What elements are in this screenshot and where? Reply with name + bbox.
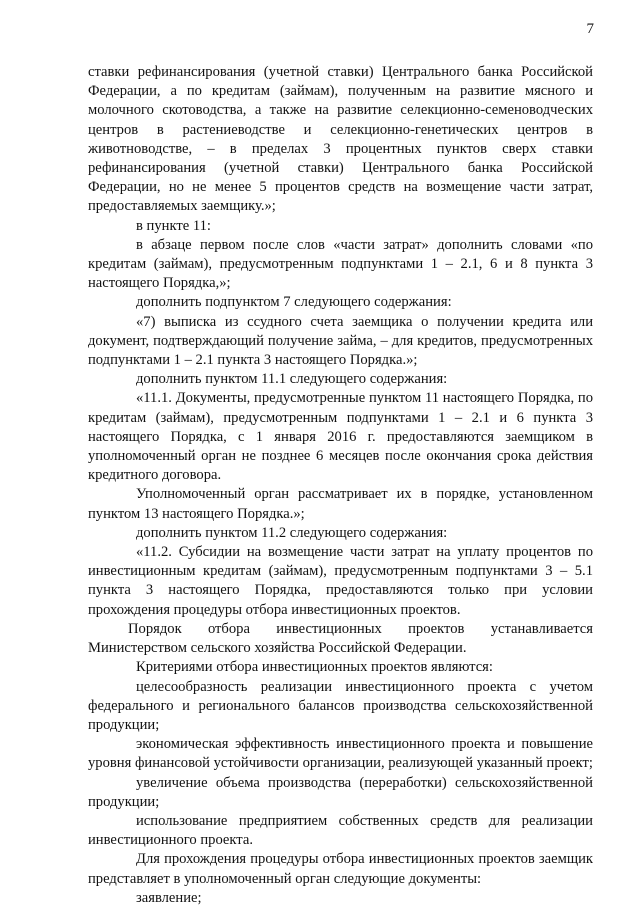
page-number: 7 — [586, 21, 594, 37]
paragraph-15: увеличение объема производства (переработки) сельскохозяйственной продукции; — [88, 774, 593, 810]
paragraph-18: заявление; — [136, 889, 202, 906]
paragraph-17: Для прохождения процедуры отбора инвестиционных проектов заемщик представляет в уполномоченный орган следующие документы: — [88, 851, 593, 887]
paragraph-5: «7) выписка из ссудного счета заемщика о получении кредита или документ, подтверждающий получение займа, – для кредитов, предусмотренных подпунктами 1 – 2.1 пункта 3 настоящего Порядка.»; — [88, 313, 593, 369]
paragraph-2: в пункте 11: — [136, 217, 211, 234]
document-body — [88, 63, 593, 908]
paragraph-1: ставки рефинансирования (учетной ставки) Центрального банка Российской Федерации, а по кредитам (займам), полученным на развитие мясного и молочного скотоводства, а также на развитие селекционно-семеноводческих центров в растениеводстве и селекционно-генетических центров в животноводстве, – в пределах 3 процентных пунктов сверх ставки рефинансирования (учетной ставки) Центрального банка Российской Федерации, но не менее 5 процентов средств на возмещение части затрат, предоставляемых заемщику.»; — [88, 64, 593, 215]
paragraph-10: «11.2. Субсидии на возмещение части затрат на уплату процентов по инвестиционным кредитам (займам), предусмотренным подпунктами 3 – 5.1 пункта 3 настоящего Порядка, предоставляются только при условии прохождения процедуры отбора инвестиционных проектов. — [88, 544, 593, 618]
paragraph-3: в абзаце первом после слов «части затрат» дополнить словами «по кредитам (займам), предусмотренным подпунктами 1 – 2.1, 6 и 8 пункта 3 настоящего Порядка,»; — [88, 236, 593, 292]
paragraph-6: дополнить пунктом 11.1 следующего содержания: — [136, 371, 448, 388]
paragraph-16: использование предприятием собственных средств для реализации инвестиционного проекта. — [88, 812, 593, 849]
paragraph-9: дополнить пунктом 11.2 следующего содержания: — [136, 524, 448, 541]
paragraph-7: «11.1. Документы, предусмотренные пунктом 11 настоящего Порядка, по кредитам (займам), предусмотренным подпунктами 1 – 2.1 и 6 пункта 3 настоящего Порядка, с 1 января 2016 г. предоставляются заемщиком в уполномоченный орган не позднее 6 месяцев после окончания срока действия кредитного договора. — [88, 390, 593, 484]
paragraph-4: дополнить подпунктом 7 следующего содержания: — [136, 294, 452, 311]
paragraph-8: Уполномоченный орган рассматривает их в порядке, установленном пунктом 13 настоящего Порядка.»; — [88, 486, 593, 522]
paragraph-11: Порядок отбора инвестиционных проектов устанавливается Министерством сельского хозяйства Российской Федерации. — [88, 620, 593, 657]
paragraph-13: целесообразность реализации инвестиционного проекта с учетом федерального и регионального балансов производства сельскохозяйственной продукции; — [88, 678, 593, 733]
paragraph-14: экономическая эффективность инвестиционного проекта и повышение уровня финансовой устойчивости организации, реализующей указанный проект; — [88, 736, 593, 772]
paragraph-12: Критериями отбора инвестиционных проектов являются: — [136, 659, 493, 676]
